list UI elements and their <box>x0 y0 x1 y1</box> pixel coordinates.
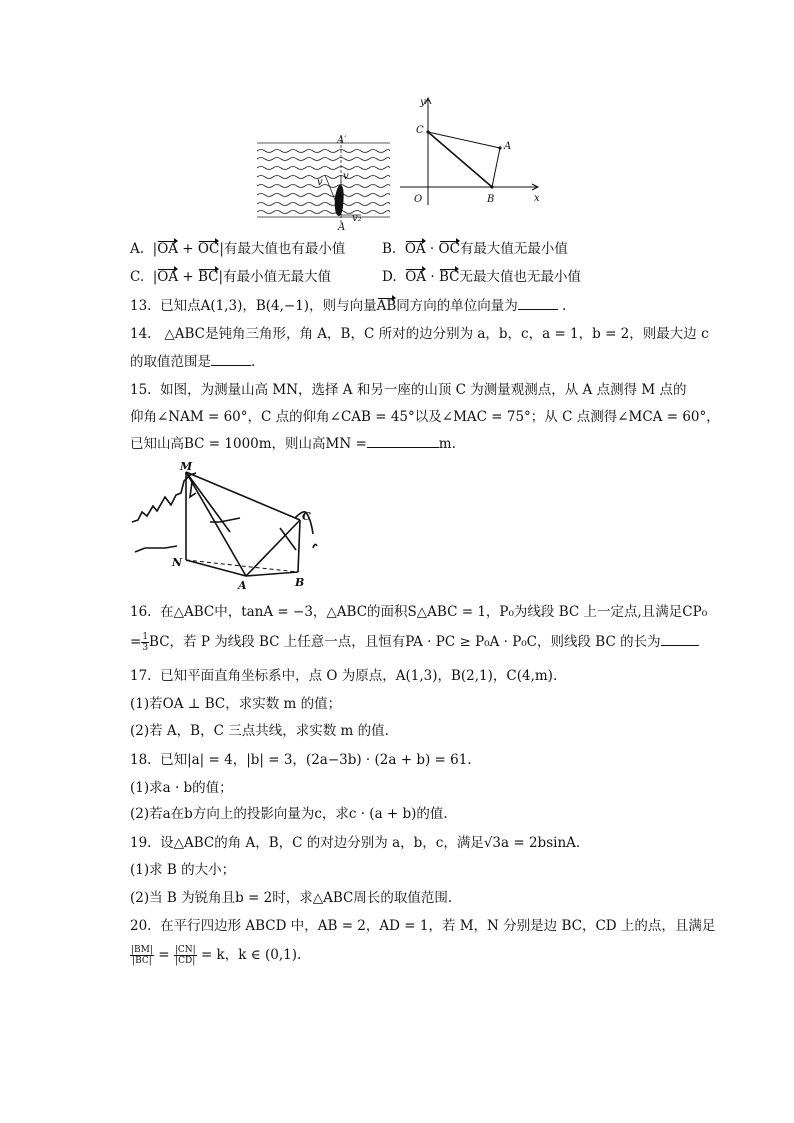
question-18-line3: (2)若a在b方向上的投影向量为c，求c · (a + b)的值. <box>130 806 448 822</box>
axis-x-label: x <box>534 193 540 204</box>
fraction-cn-cd: $\frac{|CN|}{|CD|}$ <box>174 945 196 966</box>
label-v2: v₂ <box>352 213 362 224</box>
question-16-line2: = $\frac{1}{3}$ BC，若 P 为线段 BC 上任意一点，且恒有PA · PC ≥ P₀A · P₀C，则线段 BC 的长为 <box>130 632 699 653</box>
fraction-one-third: $\frac{1}{3}$ <box>142 632 149 653</box>
question-18-line2: (1)求a · b的值； <box>130 780 233 796</box>
label-a-prime: A′ <box>337 135 347 146</box>
label-v: v <box>317 177 323 188</box>
label-v1: v <box>343 171 349 182</box>
point-a-label: A <box>504 141 512 152</box>
axis-y-label: y <box>420 97 426 108</box>
label-n: N <box>172 556 183 569</box>
label-b: B <box>295 576 305 589</box>
question-13: 13. 已知点A(1,3)，B(4,−1)，则与向量AB同方向的单位向量为 . <box>130 298 567 314</box>
option-12b: B. OA · OC有最大值无最小值 <box>382 241 568 257</box>
question-17-line1: 17. 已知平面直角坐标系中，点 O 为原点，A(1,3)，B(2,1)，C(4,m). <box>130 668 558 684</box>
option-12c: C. |OA + BC|有最小值无最大值 <box>130 269 332 285</box>
question-19-line2: (1)求 B 的大小； <box>130 862 236 878</box>
point-b-label: B <box>487 194 495 205</box>
question-15-line3: 已知山高BC = 1000m，则山高MN = m. <box>130 436 456 452</box>
point-c-label: C <box>416 125 424 136</box>
question-20-line2: $\frac{|BM|}{|BC|}$ = $\frac{|CN|}{|CD|}$ = k，k ∈ (0,1). <box>131 945 302 966</box>
question-20-line1: 20. 在平行四边形 ABCD 中，AB = 2，AD = 1，若 M，N 分别是边 BC，CD 上的点，且满足 <box>130 918 716 934</box>
figure-coordinate <box>400 95 545 210</box>
figure-river-boat <box>255 135 390 233</box>
origin-label: O <box>414 194 423 205</box>
question-18-line1: 18. 已知|a| = 4，|b| = 3，(2a−3b) · (2a + b) = 61. <box>130 752 472 768</box>
label-a: A <box>238 579 247 592</box>
question-16-line1: 16. 在△ABC中，tanA = −3，△ABC的面积S△ABC = 1，P₀为线段 BC 上一定点,且满足CP₀ <box>130 604 708 620</box>
vector-inequality: PA · PC ≥ P₀A · P₀C <box>405 634 538 650</box>
question-15-line1: 15. 如图，为测量山高 MN，选择 A 和另一座的山顶 C 为测量观测点，从 A 点测得 M 点的 <box>130 382 687 398</box>
option-12a: A. |OA + OC|有最大值也有最小值 <box>130 241 346 257</box>
option-12d: D. OA · BC无最大值也无最小值 <box>382 269 581 285</box>
label-a: A <box>338 222 346 233</box>
question-19-line1: 19. 设△ABC的角 A，B，C 的对边分别为 a，b，c，满足√3a = 2bsinA. <box>130 835 581 851</box>
question-14-line1: 14. △ABC是钝角三角形，角 A，B，C 所对的边分别为 a，b，c，a = 1，b = 2，则最大边 c <box>130 326 709 342</box>
question-17-line3: (2)若 A，B，C 三点共线，求实数 m 的值. <box>130 723 389 739</box>
question-19-line3: (2)当 B 为锐角且b = 2时，求△ABC周长的取值范围. <box>130 890 453 906</box>
figure-mountain <box>130 460 330 590</box>
fraction-bm-bc: $\frac{|BM|}{|BC|}$ <box>131 945 153 966</box>
label-m: M <box>180 460 193 473</box>
question-14-line2: 的取值范围是 . <box>130 354 256 370</box>
question-17-line2: (1)若OA ⊥ BC，求实数 m 的值； <box>130 696 342 712</box>
label-c: C <box>302 510 311 523</box>
question-15-line2: 仰角∠NAM = 60°，C 点的仰角∠CAB = 45°以及∠MAC = 75°；从 C 点测得∠MCA = 60°， <box>130 409 720 425</box>
